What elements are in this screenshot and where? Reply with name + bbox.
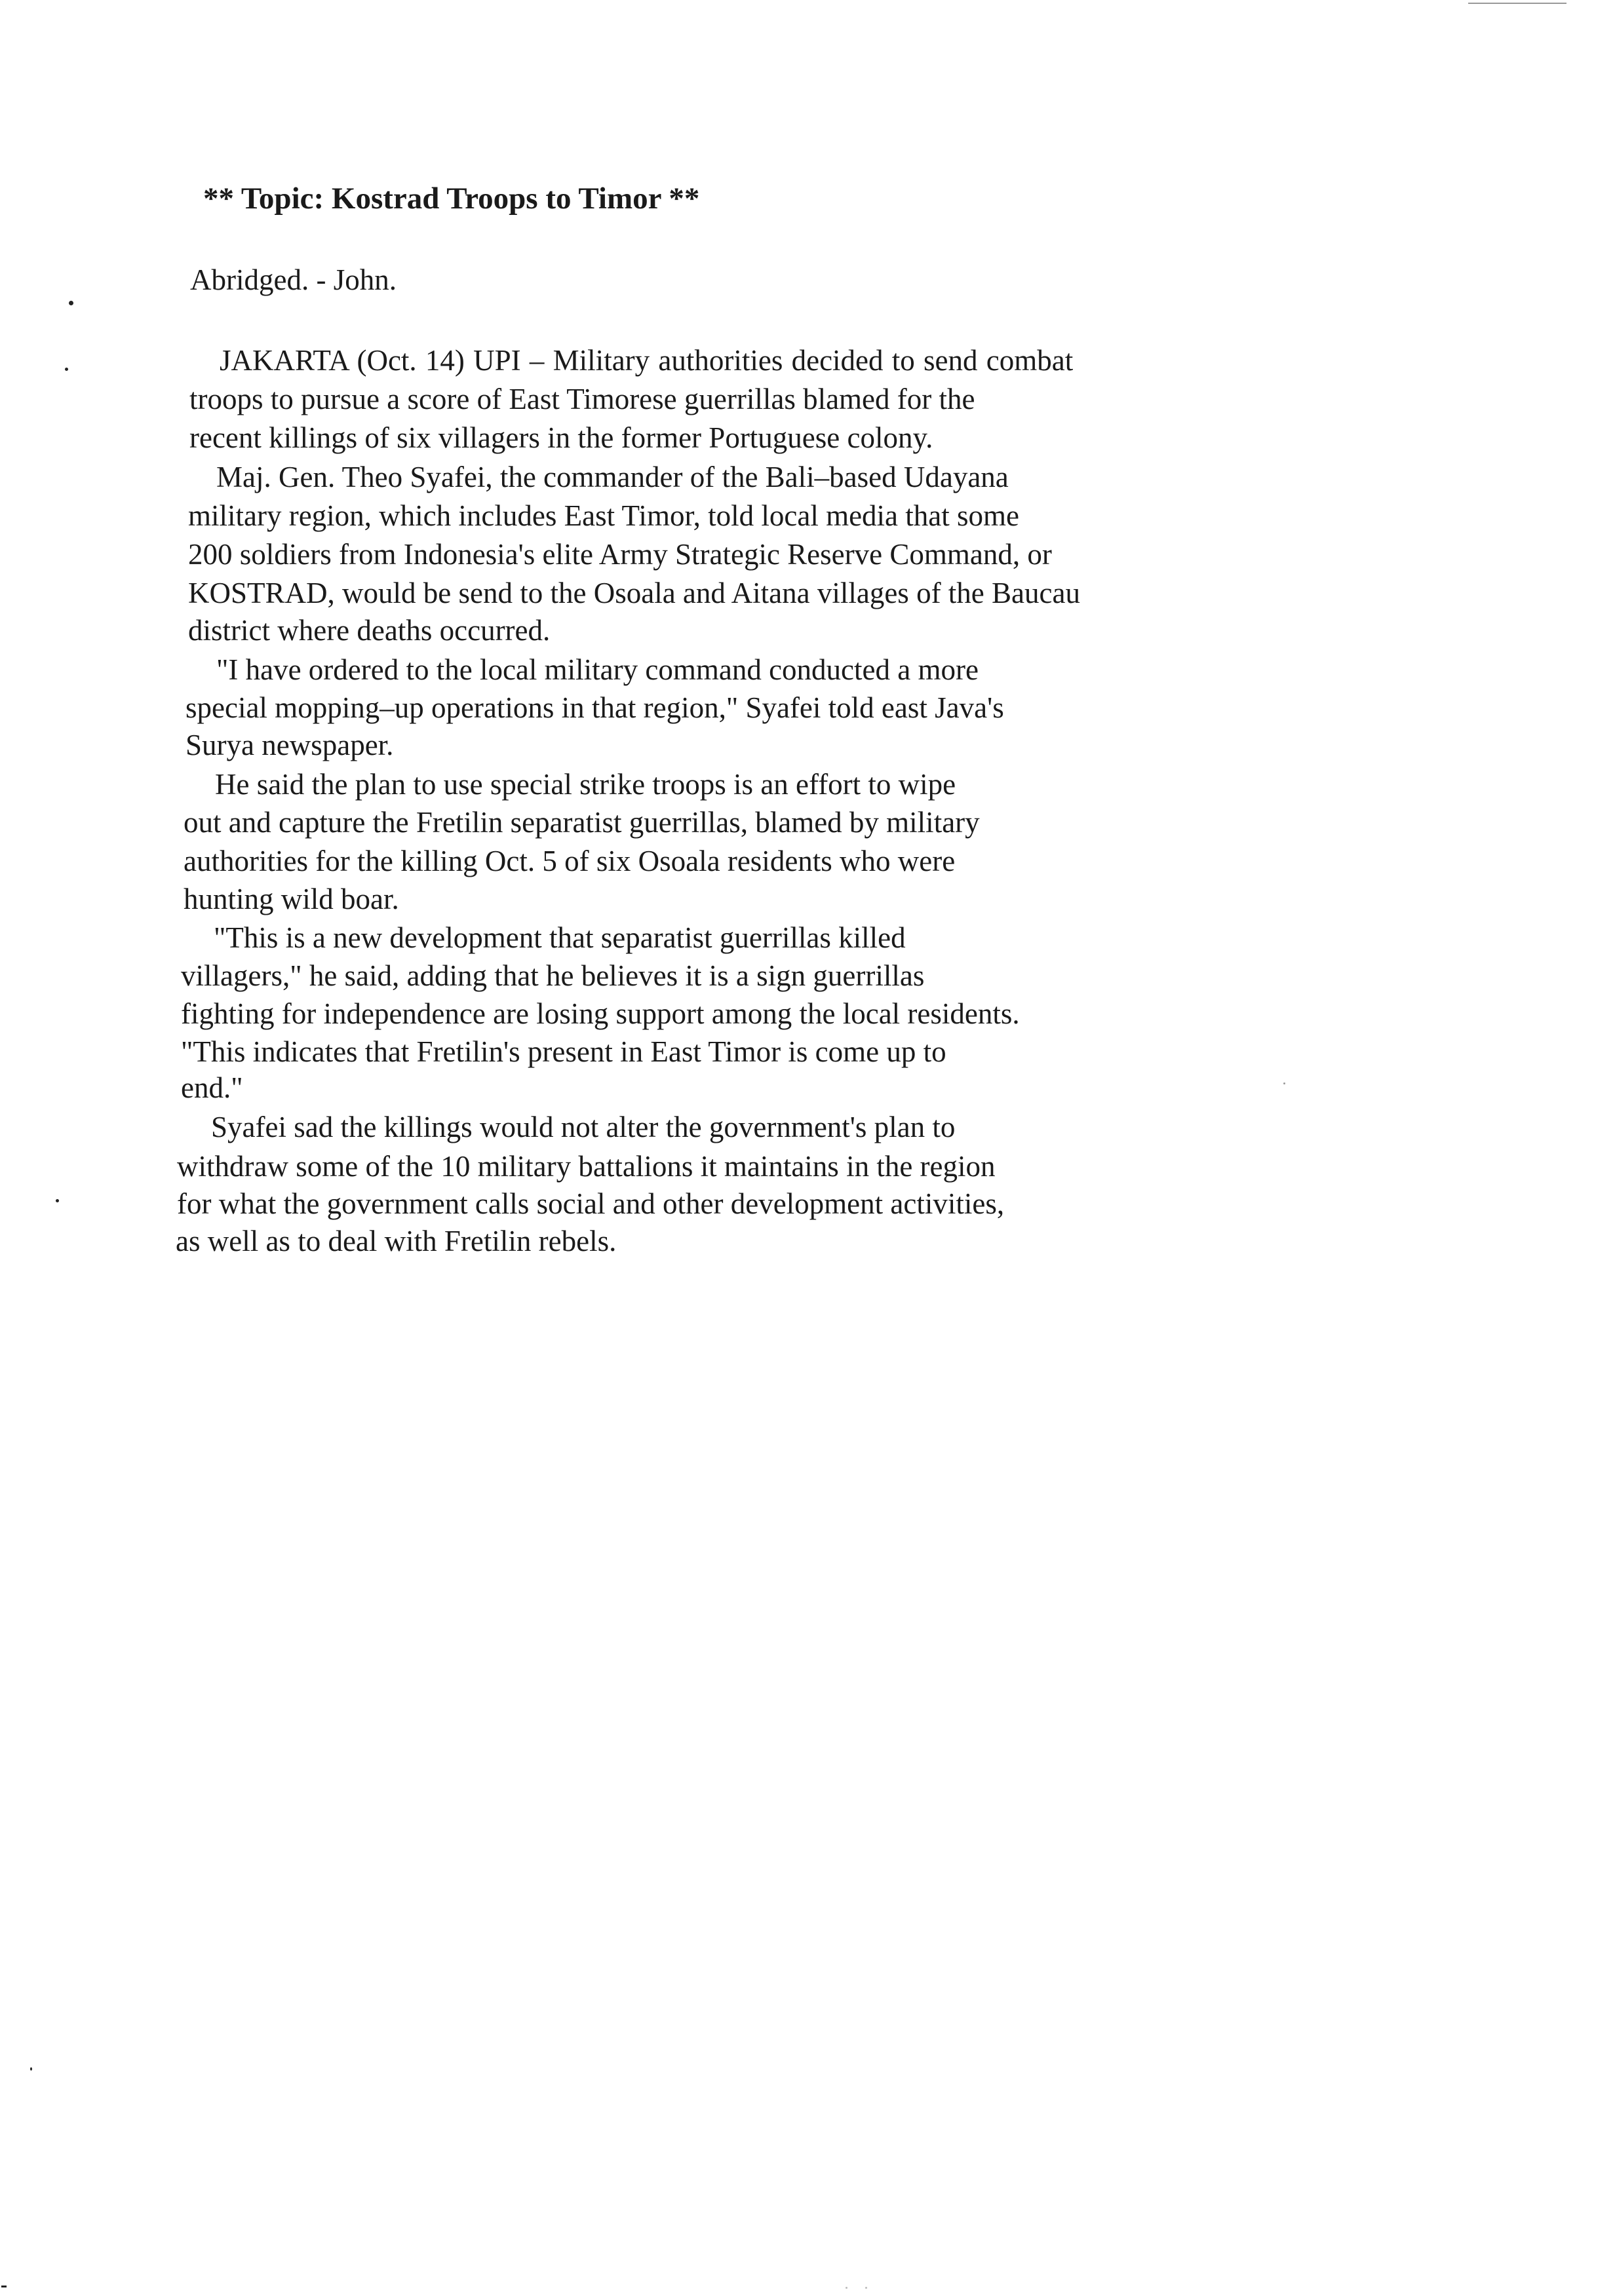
scan-speck bbox=[1283, 1082, 1285, 1084]
scan-speck bbox=[1, 2286, 7, 2287]
article-line: district where deaths occurred. bbox=[188, 614, 551, 647]
scan-speck bbox=[56, 1199, 59, 1202]
article-line: Syafei sad the killings would not alter the government's plan to bbox=[211, 1111, 956, 1143]
scan-speck bbox=[69, 301, 73, 305]
article-line: hunting wild boar. bbox=[184, 883, 399, 915]
scan-speck bbox=[30, 2067, 32, 2071]
article-line: fighting for independence are losing support among the local residents. bbox=[181, 997, 1020, 1030]
document-byline: Abridged. - John. bbox=[190, 263, 397, 296]
article-line: Maj. Gen. Theo Syafei, the commander of the Bali–based Udayana bbox=[216, 461, 1009, 493]
article-line: special mopping–up operations in that region," Syafei told east Java's bbox=[185, 691, 1004, 724]
scan-speck bbox=[865, 2287, 867, 2289]
scan-speck bbox=[846, 2287, 847, 2289]
article-line: recent killings of six villagers in the former Portuguese colony. bbox=[189, 421, 933, 454]
article-line: "This indicates that Fretilin's present in East Timor is come up to bbox=[181, 1035, 946, 1068]
document-title: ** Topic: Kostrad Troops to Timor ** bbox=[203, 182, 700, 216]
article-line: "This is a new development that separatist guerrillas killed bbox=[214, 921, 906, 954]
article-line: troops to pursue a score of East Timorese guerrillas blamed for the bbox=[189, 383, 975, 415]
article-line: JAKARTA (Oct. 14) UPI – Military authorities decided to send combat bbox=[220, 344, 1074, 377]
scan-edge-mark bbox=[1468, 3, 1566, 4]
article-line: end." bbox=[181, 1071, 243, 1104]
article-line: out and capture the Fretilin separatist guerrillas, blamed by military bbox=[184, 806, 980, 839]
article-line: for what the government calls social and other development activities, bbox=[177, 1187, 1005, 1220]
scan-speck bbox=[65, 368, 68, 371]
article-line: as well as to deal with Fretilin rebels. bbox=[176, 1225, 617, 1257]
article-line: authorities for the killing Oct. 5 of six Osoala residents who were bbox=[184, 845, 956, 877]
article-line: KOSTRAD, would be send to the Osoala and Aitana villages of the Baucau bbox=[188, 577, 1080, 609]
article-line: "I have ordered to the local military command conducted a more bbox=[216, 653, 979, 686]
article-line: Surya newspaper. bbox=[185, 729, 394, 761]
article-line: 200 soldiers from Indonesia's elite Army Strategic Reserve Command, or bbox=[188, 538, 1052, 571]
article-line: He said the plan to use special strike troops is an effort to wipe bbox=[215, 768, 956, 801]
article-line: villagers," he said, adding that he believes it is a sign guerrillas bbox=[181, 959, 925, 992]
article-line: withdraw some of the 10 military battalions it maintains in the region bbox=[177, 1150, 996, 1183]
article-line: military region, which includes East Timor, told local media that some bbox=[188, 499, 1019, 532]
